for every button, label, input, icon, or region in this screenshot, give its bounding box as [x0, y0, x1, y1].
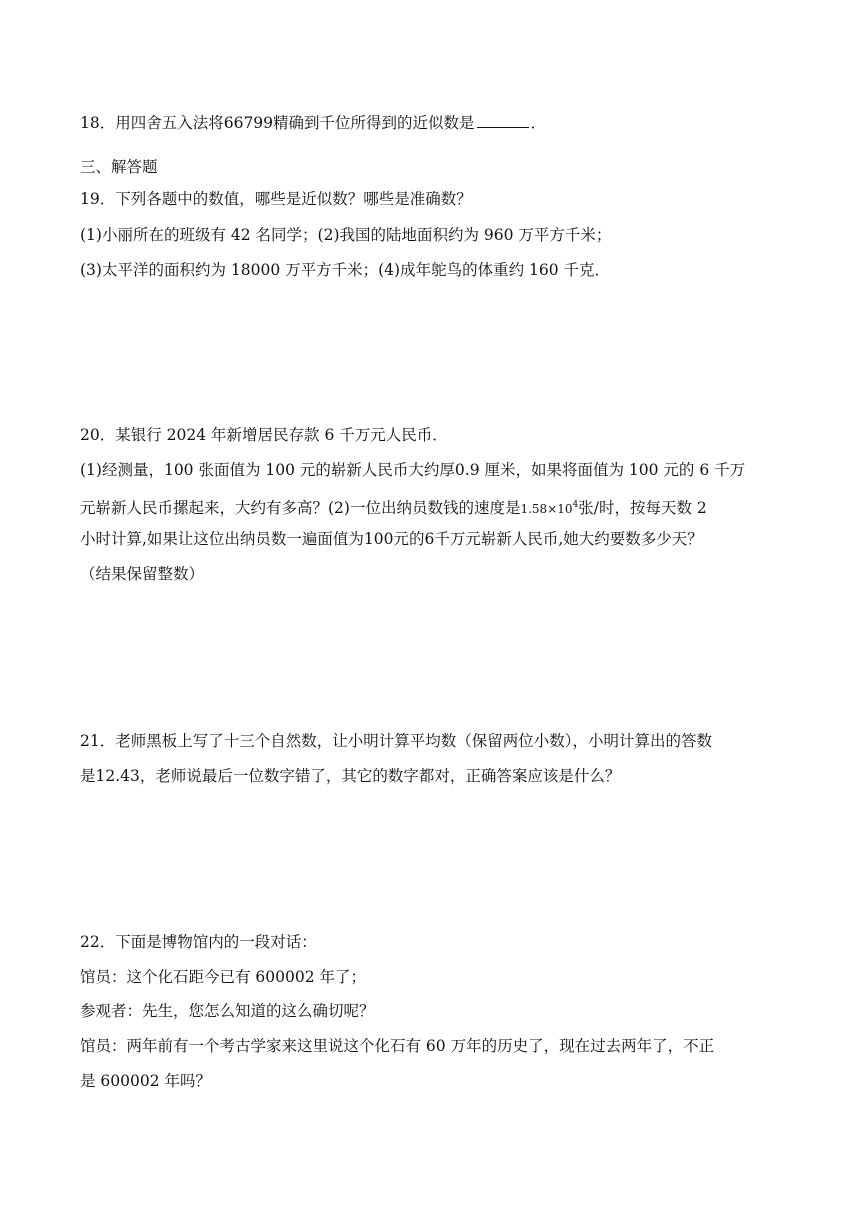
- question-20-line-3: 小时计算,如果让这位出纳员数一遍面值为100元的6千万元崭新人民币,她大约要数多少天？: [80, 530, 703, 548]
- question-19-stem: 19．下列各题中的数值，哪些是近似数？哪些是准确数？: [80, 190, 472, 208]
- section-title: 三、解答题: [80, 158, 158, 176]
- scientific-exponent: 4: [572, 500, 579, 510]
- question-19-line-2: (3)太平洋的面积约为 18000 万平方千米；(4)成年鸵鸟的体重约 160 千克．: [80, 261, 611, 279]
- question-20-line-2-a: 元崭新人民币摞起来，大约有多高？(2)一位出纳员数钱的速度是: [80, 499, 521, 518]
- answer-blank[interactable]: [477, 113, 529, 128]
- question-19-line-1: (1)小丽所在的班级有 42 名同学；(2)我国的陆地面积约为 960 万平方千米；: [80, 226, 612, 244]
- question-21-line-2: 是12.43，老师说最后一位数字错了，其它的数字都对，正确答案应该是什么？: [80, 767, 621, 785]
- question-20-stem: 20．某银行 2024 年新增居民存款 6 千万元人民币．: [80, 426, 448, 444]
- question-20-line-2-b: 张/时，按每天数 2: [578, 499, 707, 518]
- question-22-line-3: 馆员：两年前有一个考古学家来这里说这个化石有 60 万年的历史了，现在过去两年了，不正: [80, 1037, 715, 1055]
- question-20-line-2: [80, 495, 790, 519]
- scientific-number: 1.58×10: [520, 502, 573, 517]
- question-20-line-4: （结果保留整数）: [80, 565, 205, 583]
- question-22-stem: 22．下面是博物馆内的一段对话：: [80, 933, 317, 951]
- question-21-line-1: 21．老师黑板上写了十三个自然数，让小明计算平均数（保留两位小数），小明计算出的答数: [80, 732, 712, 750]
- question-18: [80, 113, 790, 133]
- question-22-line-2: 参观者：先生，您怎么知道的这么确切呢？: [80, 1002, 375, 1020]
- question-20-line-1: (1)经测量，100 张面值为 100 元的崭新人民币大约厚0.9 厘米，如果将面值为 100 元的 6 千万: [80, 461, 746, 479]
- question-18-text: 18．用四舍五入法将66799精确到千位所得到的近似数是: [80, 114, 475, 132]
- question-18-end: ．: [530, 114, 547, 132]
- question-22-line-1: 馆员：这个化石距今已有 600002 年了；: [80, 968, 367, 986]
- question-22-line-4: 是 600002 年吗？: [80, 1072, 212, 1090]
